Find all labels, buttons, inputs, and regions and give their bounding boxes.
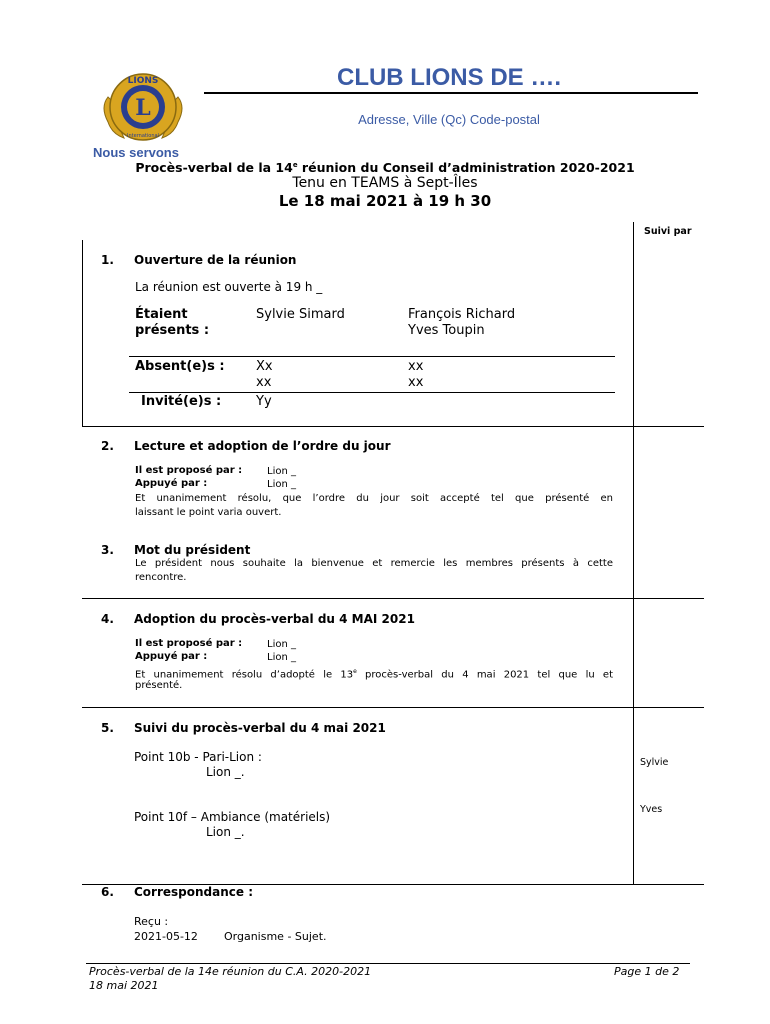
section-divider: [82, 598, 704, 599]
logo-subtext: International: [127, 133, 159, 139]
seconded-label: Appuyé par :: [135, 478, 208, 489]
follow-up-responsible: Lion _.: [206, 765, 245, 779]
logo-letter: L: [135, 95, 151, 121]
club-address: Adresse, Ville (Qc) Code-postal: [358, 112, 540, 127]
proposed-value: Lion _: [267, 639, 296, 650]
absent-member: xx: [256, 375, 272, 390]
title-divider: [204, 92, 698, 94]
section-title: Mot du président: [134, 543, 251, 557]
president-message: Le président nous souhaite la bienvenue et remercie les membres présents à cette: [135, 558, 613, 569]
absent-member: xx: [408, 359, 424, 374]
row-divider: [129, 356, 615, 357]
resolution-text: présenté.: [135, 680, 183, 691]
absent-label: Absent(e)s :: [135, 359, 225, 374]
section-title: Lecture et adoption de l’ordre du jour: [134, 439, 391, 453]
absent-member: Xx: [256, 359, 273, 374]
table-left-border: [82, 240, 83, 426]
page-number: Page 1 de 2: [614, 965, 680, 978]
row-divider: [129, 392, 615, 393]
section-divider: [82, 426, 704, 427]
follow-up-responsible: Lion _.: [206, 825, 245, 839]
section-number: 6.: [101, 885, 114, 899]
logo-text: LIONS: [127, 76, 159, 86]
section-title: Adoption du procès-verbal du 4 MAI 2021: [134, 612, 415, 626]
correspondence-item: Organisme - Sujet.: [224, 930, 327, 943]
section-number: 4.: [101, 612, 114, 626]
invited-label: Invité(e)s :: [141, 394, 222, 409]
section-title: Suivi du procès-verbal du 4 mai 2021: [134, 721, 386, 735]
section-title: Correspondance :: [134, 885, 254, 899]
lions-club-logo: [98, 62, 188, 152]
section-number: 1.: [101, 253, 114, 267]
present-member: François Richard: [408, 307, 516, 322]
club-title: CLUB LIONS DE ….: [336, 64, 561, 91]
correspondence-date: 2021-05-12: [134, 930, 198, 943]
seconded-value: Lion _: [267, 652, 296, 663]
opening-time: La réunion est ouverte à 19 h _: [135, 280, 323, 294]
footer-date: 18 mai 2021: [89, 979, 159, 992]
meeting-date: Le 18 mai 2021 à 19 h 30: [278, 192, 492, 210]
section-number: 2.: [101, 439, 114, 453]
follow-up-by: Sylvie: [640, 757, 669, 768]
seconded-value: Lion _: [267, 479, 296, 490]
section-number: 5.: [101, 721, 114, 735]
proposed-label: Il est proposé par :: [135, 465, 243, 476]
section-title: Ouverture de la réunion: [134, 253, 297, 267]
footer-divider: [86, 963, 690, 964]
seconded-label: Appuyé par :: [135, 651, 208, 662]
present-label: Étaient présents :: [135, 307, 210, 338]
section-number: 3.: [101, 543, 114, 557]
resolution-text: Et unanimement résolu, que l’ordre du jour soit accepté tel que présenté en: [135, 493, 613, 504]
received-label: Reçu :: [134, 915, 169, 928]
follow-up-point: Point 10b - Pari-Lion :: [134, 750, 262, 764]
absent-member: xx: [408, 375, 424, 390]
follow-up-point: Point 10f – Ambiance (matériels): [134, 810, 331, 824]
present-member: Yves Toupin: [408, 323, 485, 338]
footer-document-title: Procès-verbal de la 14e réunion du C.A. 2020-2021: [89, 965, 372, 978]
invited-member: Yy: [256, 394, 272, 409]
follow-up-column-header: Suivi par: [644, 226, 692, 237]
follow-up-by: Yves: [640, 804, 663, 815]
meeting-location: Tenu en TEAMS à Sept-Îles: [292, 175, 478, 191]
president-message: rencontre.: [135, 572, 187, 583]
section-divider: [82, 707, 704, 708]
minutes-title: Procès-verbal de la 14e réunion du Conseil d’administration 2020-2021: [135, 160, 635, 175]
follow-up-column-divider: [633, 222, 634, 884]
resolution-text: Et unanimement résolu d’adopté le 13e procès-verbal du 4 mai 2021 tel que lu et: [135, 668, 613, 681]
resolution-text: laissant le point varia ouvert.: [135, 507, 282, 518]
proposed-value: Lion _: [267, 466, 296, 477]
club-motto: Nous servons: [93, 145, 179, 160]
present-member: Sylvie Simard: [256, 307, 345, 322]
proposed-label: Il est proposé par :: [135, 638, 243, 649]
